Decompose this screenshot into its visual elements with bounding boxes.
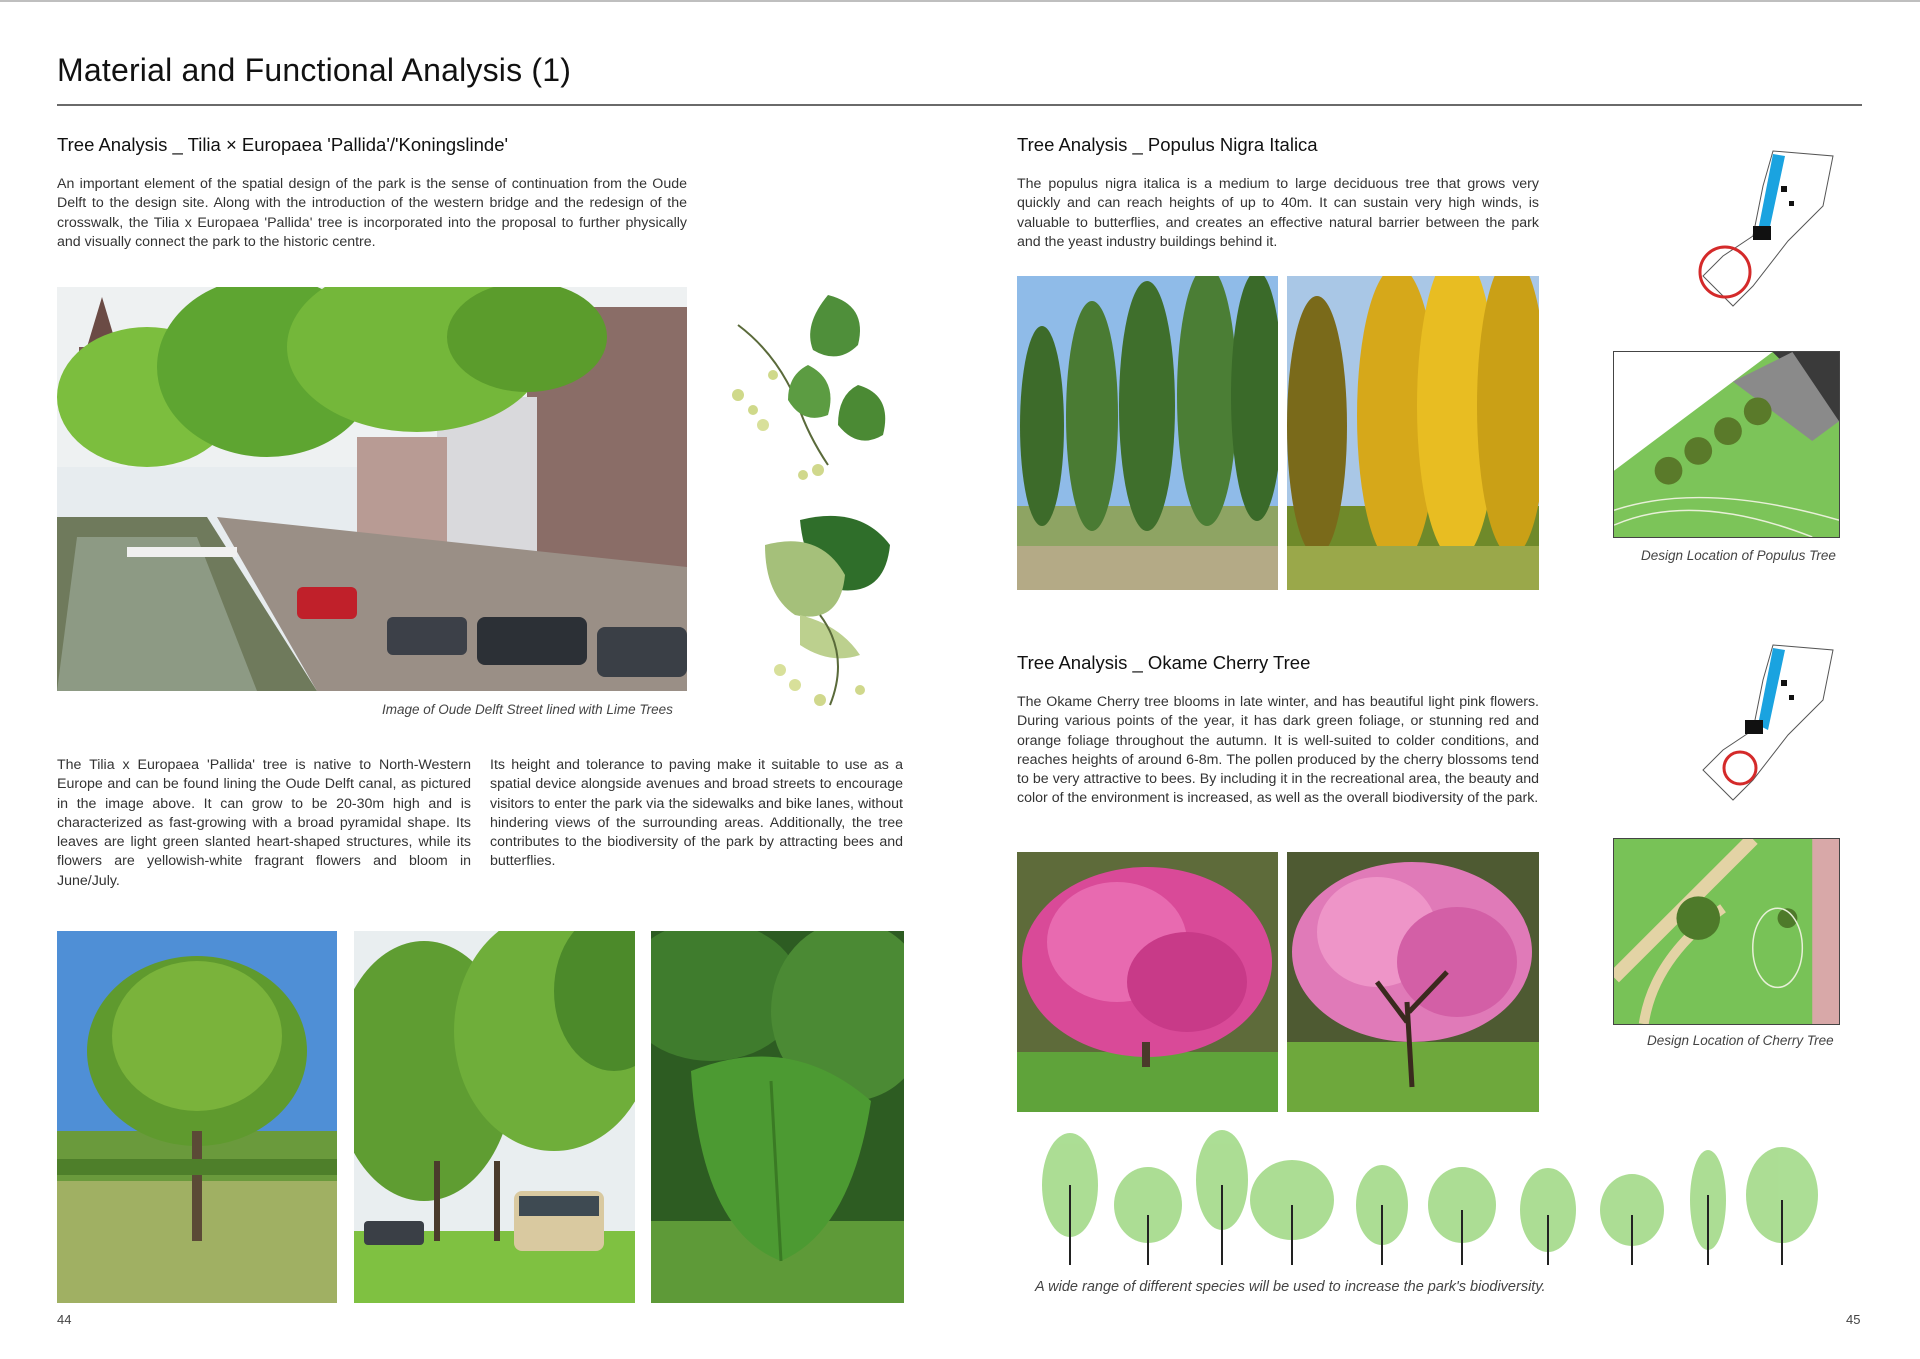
tilia-tree-nursery-photo — [57, 931, 337, 1303]
tilia-flower-illustration — [718, 285, 898, 485]
cherry-design-location-plan — [1613, 838, 1840, 1025]
page-title: Material and Functional Analysis (1) — [57, 52, 572, 88]
tilia-body-right: Its height and tolerance to paving make it suitable to use as a spatial device alongside avenues and broad streets to encourage visitors to enter the park via the sidewalks and bike lanes, without hindering views of the surrounding areas. Additionally, the tree contributes to the biodiversity of the park by attracting bees and butterflies. — [490, 757, 903, 870]
page-number-right: 45 — [1846, 1312, 1861, 1327]
species-caption: A wide range of different species will be used to increase the park's biodiversity. — [1035, 1279, 1546, 1295]
populus-location-caption: Design Location of Populus Tree — [1641, 548, 1836, 563]
populus-section-title: Tree Analysis _ Populus Nigra Italica — [1017, 134, 1318, 155]
tilia-section-title: Tree Analysis _ Tilia × Europaea 'Pallida'/'Koningslinde' — [57, 134, 509, 155]
tilia-leaf-illustration — [760, 505, 900, 710]
title-rule — [57, 104, 1862, 106]
cherry-tree-photo-2 — [1287, 852, 1539, 1112]
tilia-leaf-closeup-photo — [651, 931, 904, 1303]
tilia-avenue-tram-photo — [354, 931, 635, 1303]
tilia-intro-text: An important element of the spatial design of the park is the sense of continuation from the Oude Delft to the design site. Along with the introduction of the western bridge and the redesign of the crosswalk, the Tilia x Europaea 'Pallida' tree is incorporated into the proposal to further physically and visually connect the park to the historic centre. — [57, 176, 687, 250]
top-border — [0, 0, 1920, 2]
populus-site-keymap — [1693, 146, 1838, 316]
cherry-location-caption: Design Location of Cherry Tree — [1647, 1033, 1834, 1048]
cherry-section-title: Tree Analysis _ Okame Cherry Tree — [1017, 652, 1311, 673]
street-photo-caption: Image of Oude Delft Street lined with Lime Trees — [382, 702, 673, 717]
tilia-body-left: The Tilia x Europaea 'Pallida' tree is native to North-Western Europe and can be found lining the Oude Delft canal, as pictured in the image above. It can grow to be 20-30m high and is characterized as fast-growing with a broad pyramidal shape. Its leaves are light green slanted heart-shaped structures, while its flowers are yellowish-white fragrant flowers and bloom in June/July. — [57, 757, 471, 889]
populus-design-location-plan — [1613, 351, 1840, 538]
tree-species-sketches — [1030, 1125, 1830, 1273]
page-number-left: 44 — [57, 1312, 72, 1327]
cherry-site-keymap — [1693, 640, 1838, 810]
populus-autumn-row-photo — [1287, 276, 1539, 590]
populus-green-row-photo — [1017, 276, 1278, 590]
oude-delft-street-photo — [57, 287, 687, 691]
cherry-body-text: The Okame Cherry tree blooms in late winter, and has beautiful light pink flowers. During various points of the year, it has dark green foliage, or stunning red and orange foliage throughout the autumn. It is well-suited to colder conditions, and reaches heights of around 6-8m. The pollen produced by the cherry blossoms tend to be very attractive to bees. By including it in the recreational area, the beauty and color of the environment is increased, as well as the overall biodiversity of the park. — [1017, 694, 1539, 807]
populus-body-text: The populus nigra italica is a medium to large deciduous tree that grows very quickly and can reach heights of up to 40m. It can sustain very high winds, is valuable to butterflies, and creates an effective natural barrier between the park and the yeast industry buildings behind it. — [1017, 176, 1539, 250]
cherry-tree-photo-1 — [1017, 852, 1278, 1112]
